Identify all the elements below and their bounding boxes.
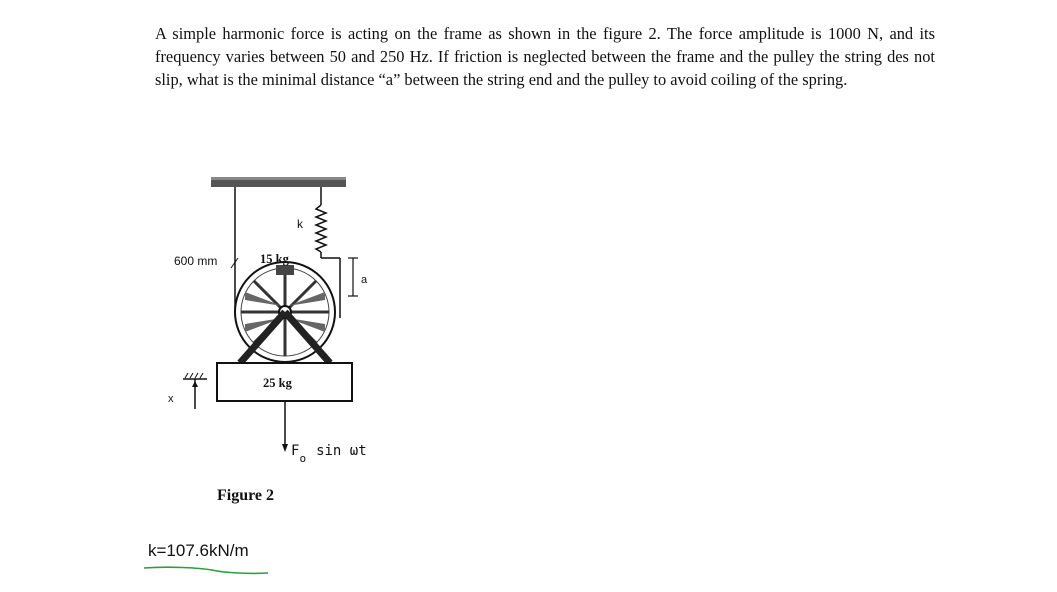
x-reference (183, 373, 207, 409)
pulley-mass-label: 15 kg (260, 252, 289, 266)
spring-label: k (297, 217, 303, 231)
force-base: F (291, 443, 300, 459)
spring (316, 187, 326, 258)
dimension-a (348, 258, 358, 296)
figure-caption: Figure 2 (217, 487, 275, 504)
force-subscript: o (299, 452, 307, 465)
diameter-label: 600 mm (174, 254, 218, 268)
green-underline (144, 567, 268, 573)
coordinate-label: x (168, 393, 174, 405)
force-label (291, 443, 367, 465)
force-tail: sin ωt (316, 443, 367, 459)
problem-statement: A simple harmonic force is acting on the frame as shown in the figure 2. The force amplitude is 1000 N, and its frequency varies between 50 and 250 Hz. If friction is neglected between the frame and the pulley the string des not slip, what is the minimal distance “a” between the string end and the pulley to avoid coiling of the spring. (155, 24, 935, 89)
force-arrow (282, 401, 288, 452)
frame-mass-label: 25 kg (263, 376, 292, 390)
handwritten-note: k=107.6kN/m (148, 541, 249, 560)
distance-label: a (361, 274, 368, 286)
